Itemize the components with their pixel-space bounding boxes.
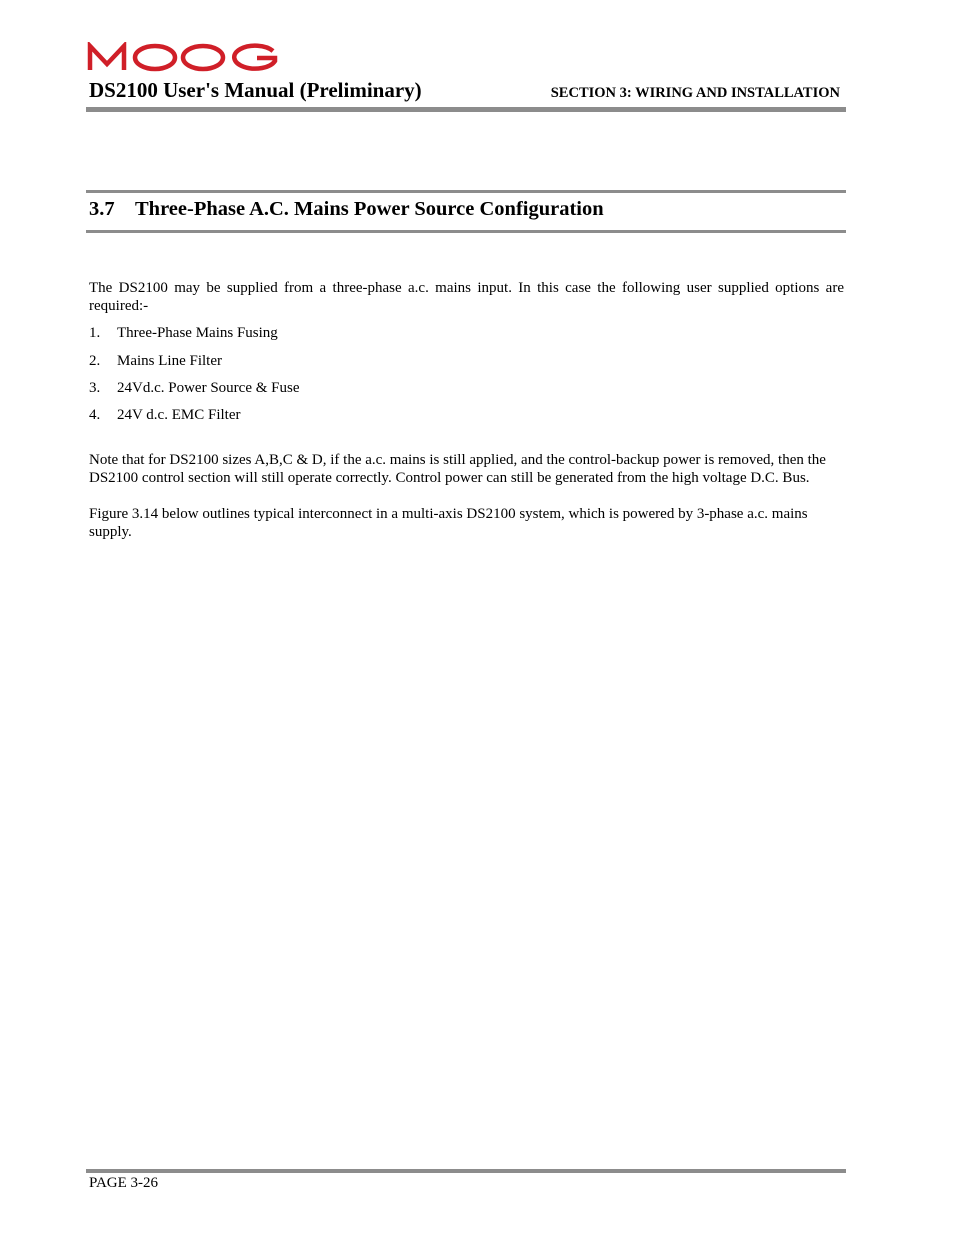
manual-title: DS2100 User's Manual (Preliminary) [89,78,422,102]
list-item [89,379,299,397]
section-title: Three-Phase A.C. Mains Power Source Configuration [135,198,604,220]
list-item [89,324,278,342]
header-divider [86,107,846,112]
header-section-label: SECTION 3: WIRING AND INSTALLATION [550,85,840,101]
section-divider-top [86,190,846,193]
moog-logo-graphic [87,42,281,72]
intro-paragraph: The DS2100 may be supplied from a three-phase a.c. mains input. In this case the following user supplied options are required:- [89,280,844,314]
figure-reference-paragraph: Figure 3.14 below outlines typical interconnect in a multi-axis DS2100 system, which is powered by 3-phase a.c. mains supply. [89,506,808,540]
section-divider-bottom [86,230,846,233]
list-item [89,406,240,424]
list-item-number: 3. [89,380,101,396]
list-item-number: 1. [89,325,101,341]
list-item-text: Mains Line Filter [117,353,222,369]
list-item-number: 4. [89,407,101,423]
list-item-text: 24Vd.c. Power Source & Fuse [117,380,300,396]
section-number: 3.7 [89,198,115,220]
list-item-text: 24V d.c. EMC Filter [117,407,241,423]
section-heading [89,198,604,221]
moog-logo [87,42,281,77]
footer-divider [86,1169,846,1173]
list-item-number: 2. [89,353,101,369]
note-paragraph: Note that for DS2100 sizes A,B,C & D, if the a.c. mains is still applied, and the control-backup power is removed, then the DS2100 control section will still operate correctly. Control power can still be generated from the high voltage D.C. Bus. [89,452,826,486]
list-item [89,352,222,370]
page-number: PAGE 3-26 [89,1175,159,1191]
list-item-text: Three-Phase Mains Fusing [117,325,278,341]
